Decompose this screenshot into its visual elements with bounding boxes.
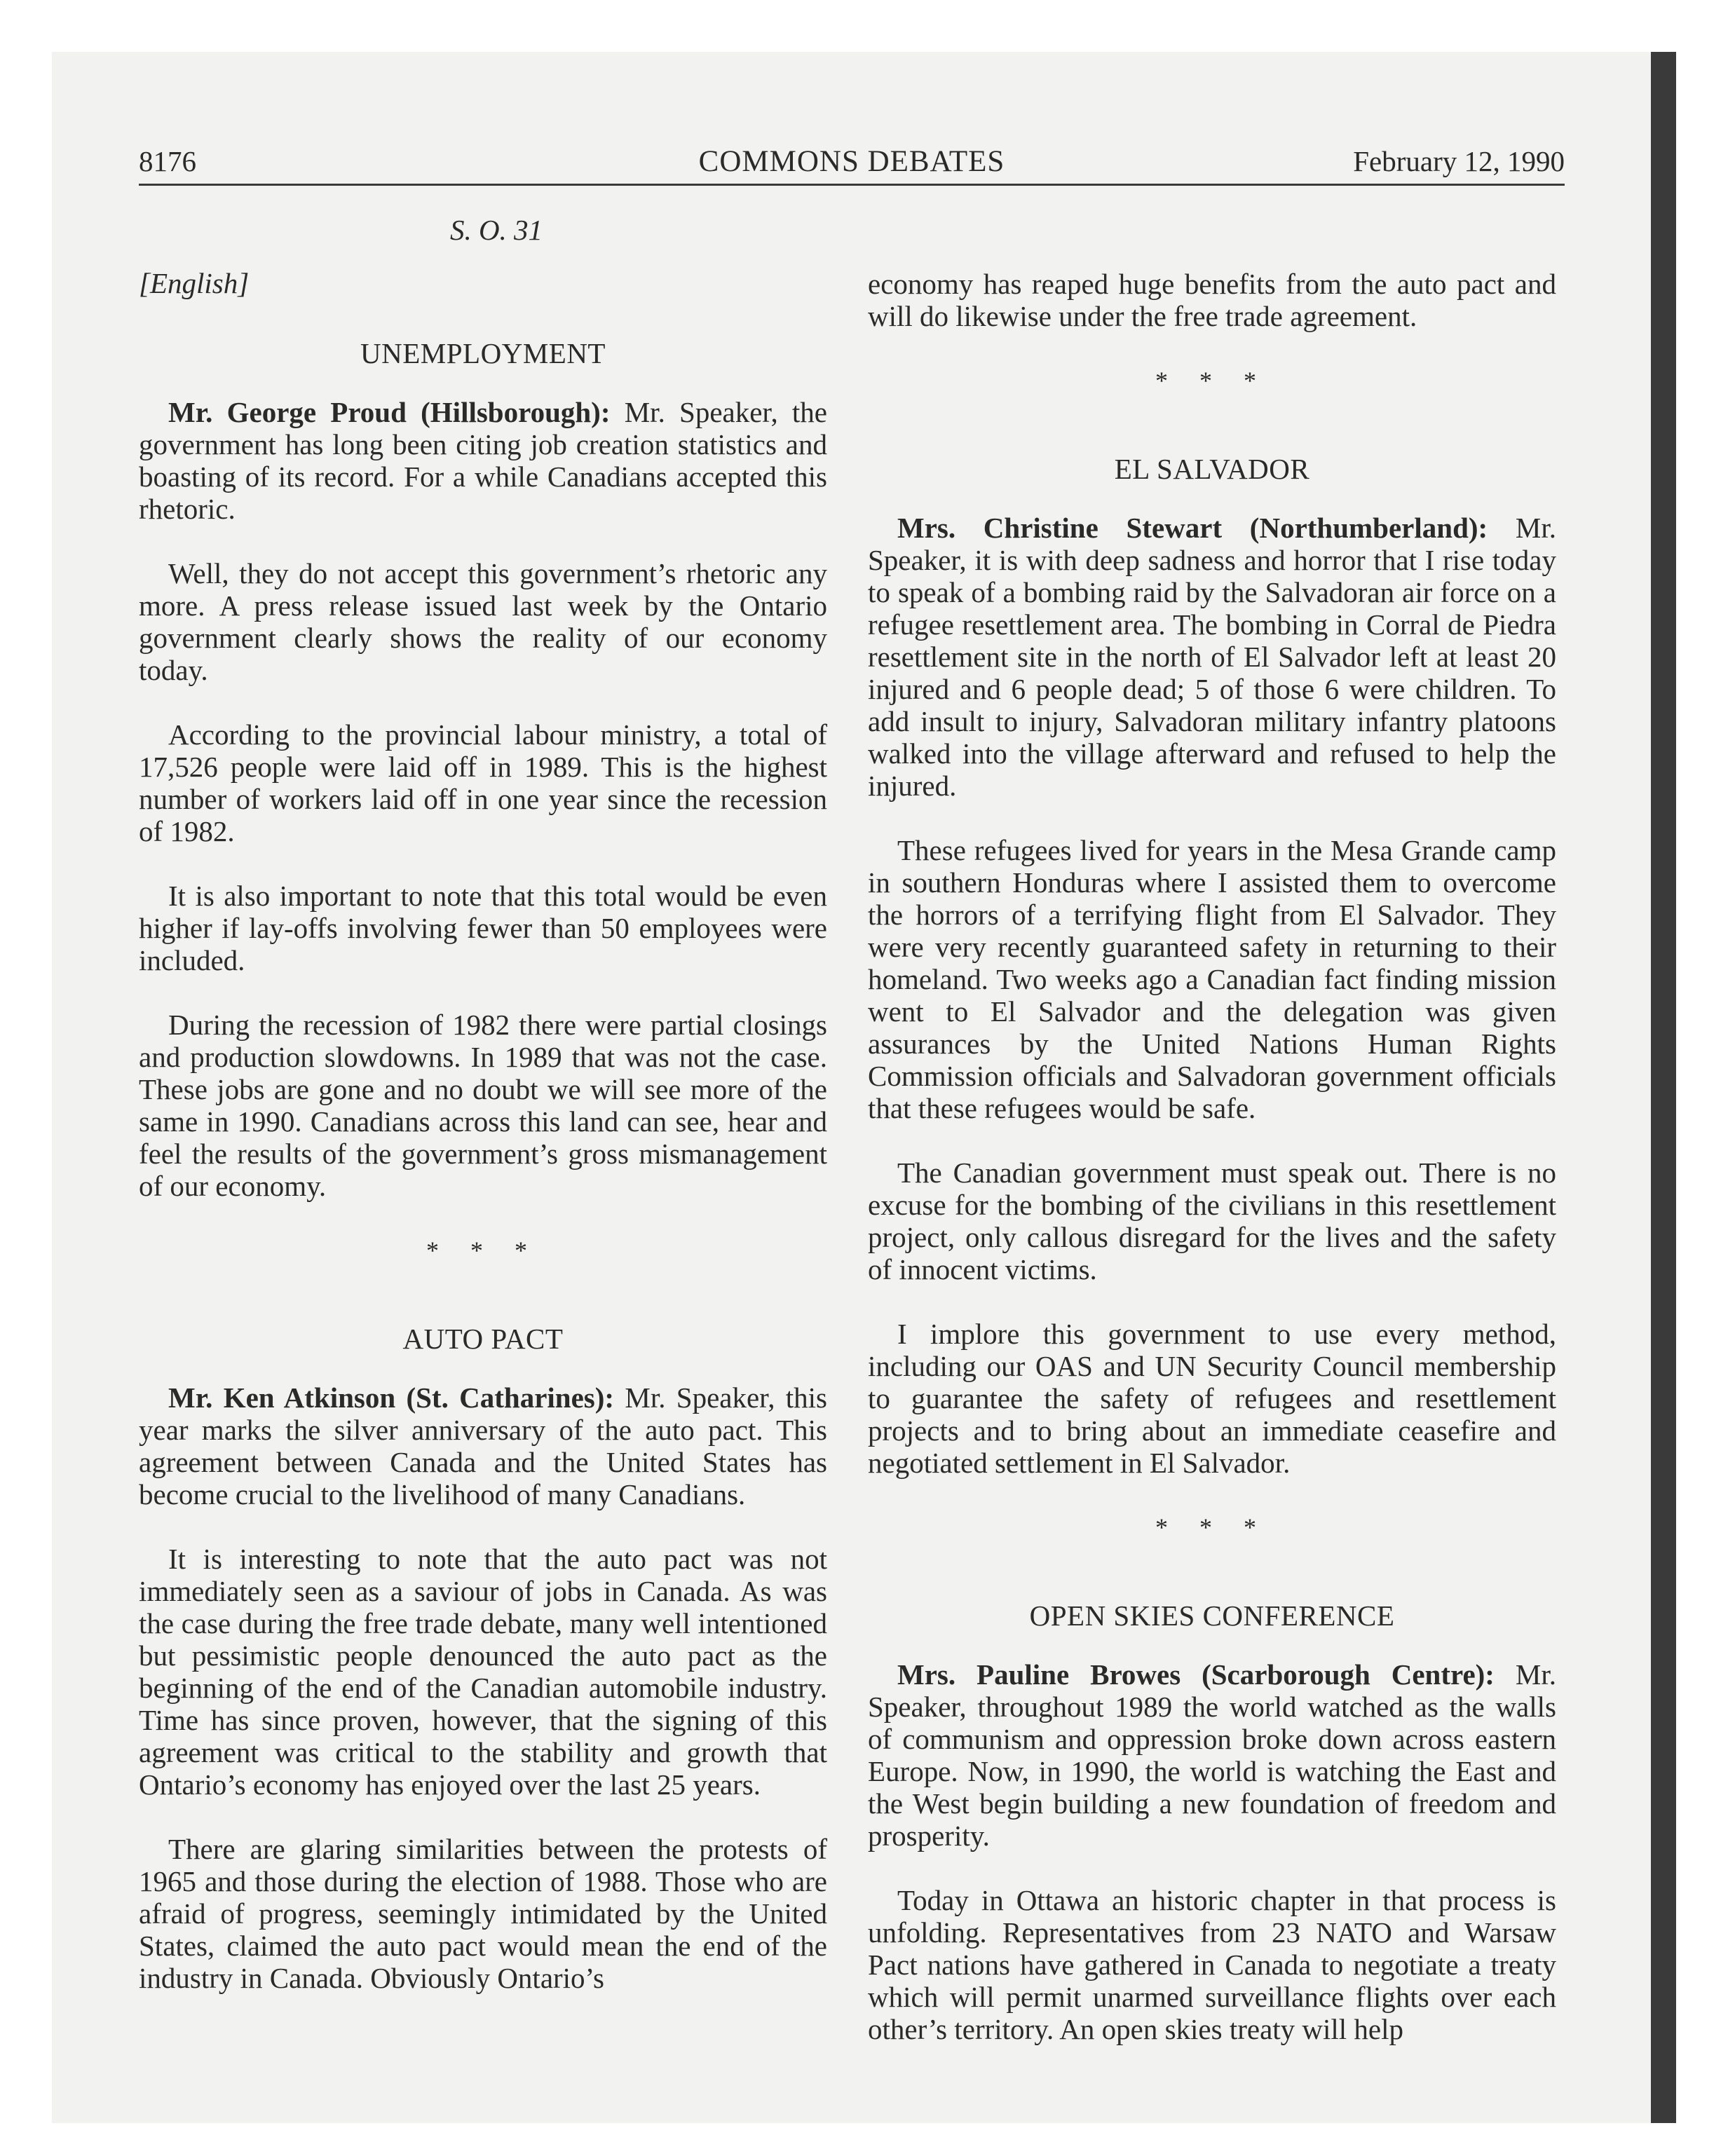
speaker-name: Mrs. Christine Stewart (Northumberland): <box>897 512 1488 544</box>
standing-order-label: S. O. 31 <box>449 214 543 246</box>
statement-paragraph <box>139 396 827 525</box>
paragraph-text: Mr. Speaker, this year marks the silver anniversary of the auto pact. This agreement between Canada and the United States has become crucial to the livelihood of many Canadians. <box>139 1381 827 1510</box>
paragraph-text: Mr. Speaker, throughout 1989 the world watched as the walls of communism and oppression broke down across eastern Europe. Now, in 1990, the world is watching the East and the West begin building a new foundation of freedom and prosperity. <box>868 1658 1557 1852</box>
statement-paragraph: These refugees lived for years in the Mesa Grande camp in southern Honduras where I assisted them to overcome the horrors of a terrifying flight from El Salvador. They were very recently guaranteed safety in returning to their homeland. Two weeks ago a Canadian fact finding mission went to El Salvador and the delegation was given assurances by the United Nations Human Rights Commission officials and Salvadoran government officials that these refugees would be safe. <box>868 834 1556 1124</box>
statement-paragraph: It is interesting to note that the auto pact was not immediately seen as a saviour of jobs in Canada. As was the case during the free trade debate, many well intentioned but pessimistic people denounced the auto pact as the beginning of the end of the Canadian automobile industry. Time has since proven, however, that the signing of this agreement was critical to the stability and growth that Ontario’s economy has enjoyed over the last 25 years. <box>139 1543 827 1801</box>
header-date: February 12, 1990 <box>1353 145 1565 177</box>
section-separator: * * * <box>426 1236 540 1264</box>
statement-paragraph: It is also important to note that this total would be even higher if lay-offs involving fewer than 50 employees were included. <box>139 880 827 976</box>
statement-paragraph: Well, they do not accept this government’s rhetoric any more. A press release issued last week by the Ontario government clearly shows the reality of our economy today. <box>139 557 827 686</box>
speaker-name: Mr. Ken Atkinson (St. Catharines): <box>168 1381 615 1414</box>
page-number: 8176 <box>139 145 196 177</box>
page-binding-edge <box>1651 52 1676 2123</box>
statement-paragraph <box>868 1658 1556 1852</box>
paragraph-text: Mr. Speaker, it is with deep sadness and horror that I rise today to speak of a bombing raid by the Salvadoran air force on a refugee resettlement area. The bombing in Corral de Piedra resettlement site in the north of El Salvador left at least 20 injured and 6 people dead; 5 of those 6 were children. To add insult to injury, Salvadoran military infantry platoons walked into the village afterward and refused to help the injured. <box>868 512 1556 802</box>
section-heading-el-salvador: EL SALVADOR <box>1114 453 1310 485</box>
statement-paragraph: According to the provincial labour ministry, a total of 17,526 people were laid off in 1989. This is the highest number of workers laid off in one year since the recession of 1982. <box>139 718 827 847</box>
statement-paragraph: There are glaring similarities between the protests of 1965 and those during the election of 1988. Those who are afraid of progress, seemingly intimidated by the United States, claimed the auto pact would mean the end of the industry in Canada. Obviously Ontario’s <box>139 1833 827 1994</box>
section-heading-open-skies: OPEN SKIES CONFERENCE <box>1029 1599 1395 1632</box>
continued-paragraph: economy has reaped huge benefits from the auto pact and will do likewise under the free trade agreement. <box>868 268 1556 332</box>
statement-paragraph: I implore this government to use every method, including our OAS and UN Security Council membership to guarantee the safety of refugees and resettlement projects and to bring about an immediate ceasefire and negotiated settlement in El Salvador. <box>868 1318 1556 1479</box>
section-heading-auto-pact: AUTO PACT <box>402 1323 564 1355</box>
publication-title: COMMONS DEBATES <box>698 145 1005 178</box>
statement-paragraph <box>868 512 1556 802</box>
section-separator: * * * <box>1155 367 1269 395</box>
language-label: [English] <box>139 267 250 299</box>
right-column <box>868 268 1556 2077</box>
statement-paragraph: The Canadian government must speak out. There is no excuse for the bombing of the civilians in this resettlement project, only callous disregard for the lives and the safety of innocent victims. <box>868 1157 1556 1285</box>
statement-paragraph <box>139 1381 827 1510</box>
header-rule <box>139 184 1565 186</box>
section-separator: * * * <box>1155 1513 1269 1541</box>
statement-paragraph: During the recession of 1982 there were partial closings and production slowdowns. In 1989 that was not the case. These jobs are gone and no doubt we will see more of the same in 1990. Canadians across this land can see, hear and feel the results of the government’s gross mismanagement of our economy. <box>139 1009 827 1202</box>
speaker-name: Mr. George Proud (Hillsborough): <box>168 396 611 428</box>
section-heading-unemployment: UNEMPLOYMENT <box>360 337 606 369</box>
left-column <box>139 214 827 2026</box>
speaker-name: Mrs. Pauline Browes (Scarborough Centre): <box>897 1658 1495 1691</box>
paragraph-text: Mr. Speaker, the government has long been citing job creation statistics and boasting of its record. For a while Canadians accepted this rhetoric. <box>139 396 828 525</box>
statement-paragraph: Today in Ottawa an historic chapter in that process is unfolding. Representatives from 23 NATO and Warsaw Pact nations have gathered in Canada to negotiate a treaty which will permit unarmed surveillance flights over each other’s territory. An open skies treaty will help <box>868 1884 1556 2045</box>
running-header <box>139 144 1565 186</box>
